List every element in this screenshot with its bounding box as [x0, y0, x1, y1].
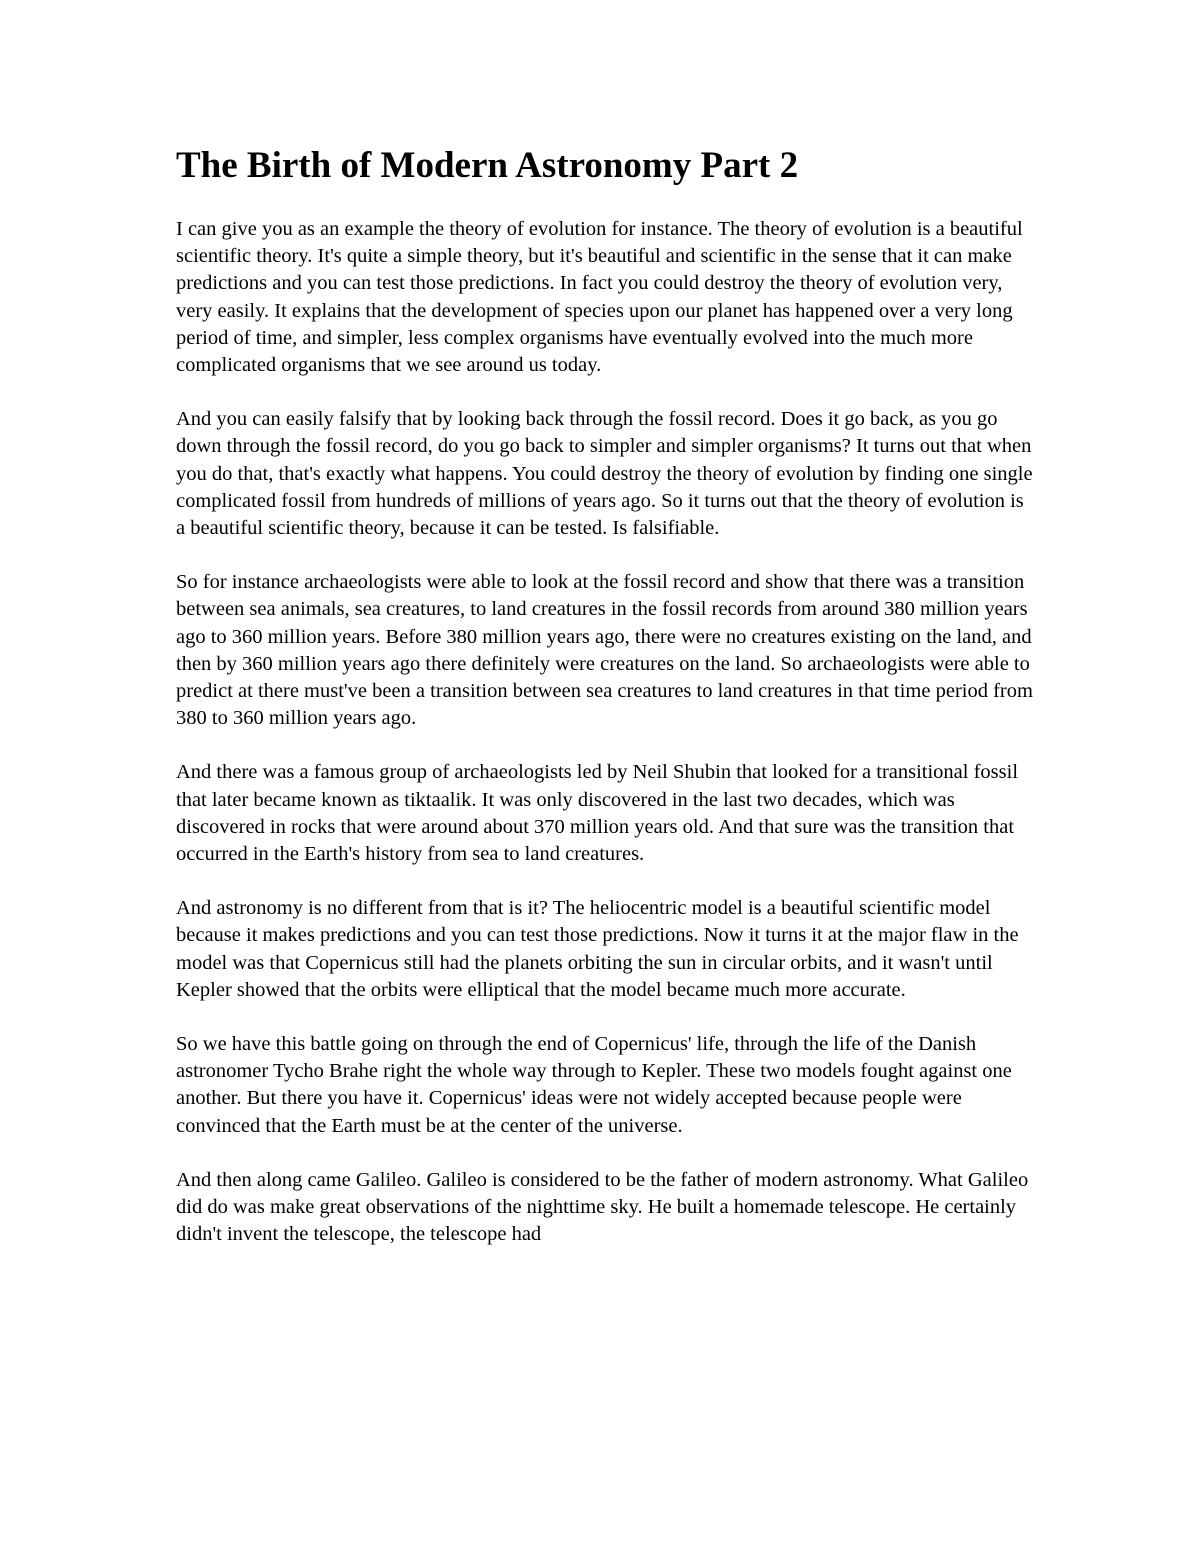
paragraph-7: And then along came Galileo. Galileo is considered to be the father of modern astronomy. What Galileo did do was make great observations of the nighttime sky. He built a homemade telescope. He certainly didn't invent the telescope, the telescope had — [176, 1168, 1029, 1246]
paragraph-5: And astronomy is no different from that is it? The heliocentric model is a beautiful scientific model because it makes predictions and you can test those predictions. Now it turns it at the major flaw in the model was that Copernicus still had the planets orbiting the sun in circular orbits, and it wasn't until Kepler showed that the orbits were elliptical that the model became much more accurate. — [176, 897, 1019, 1001]
paragraph-6: So we have this battle going on through the end of Copernicus' life, through the life of the Danish astronomer Tycho Brahe right the whole way through to Kepler. These two models fought against one another. But there you have it. Copernicus' ideas were not widely accepted because people were convinced that the Earth must be at the center of the universe. — [176, 1033, 1012, 1137]
document-content — [176, 142, 1036, 1276]
paragraph-2: And you can easily falsify that by looking back through the fossil record. Does it go back, as you go down through the fossil record, do you go back to simpler and simpler organisms? It turns out that when you do that, that's exactly what happens. You could destroy the theory of evolution by finding one single complicated fossil from hundreds of millions of years ago. So it turns out that the theory of evolution is a beautiful scientific theory, because it can be tested. Is falsifiable. — [176, 408, 1033, 540]
paragraph-3: So for instance archaeologists were able to look at the fossil record and show that there was a transition between sea animals, sea creatures, to land creatures in the fossil records from around 380 million years ago to 360 million years. Before 380 million years ago, there were no creatures existing on the land, and then by 360 million years ago there definitely were creatures on the land. So archaeologists were able to predict at there must've been a transition between sea creatures to land creatures in that time period from 380 to 360 million years ago. — [176, 571, 1033, 730]
paragraph-1: I can give you as an example the theory of evolution for instance. The theory of evolution is a beautiful scientific theory. It's quite a simple theory, but it's beautiful and scientific in the sense that it can make predictions and you can test those predictions. In fact you could destroy the theory of evolution very, very easily. It explains that the development of species upon our planet has happened over a very long period of time, and simpler, less complex organisms have eventually evolved into the much more complicated organisms that we see around us today. — [176, 218, 1023, 377]
document-title: The Birth of Modern Astronomy Part 2 — [176, 145, 799, 186]
paragraph-4: And there was a famous group of archaeologists led by Neil Shubin that looked for a transitional fossil that later became known as tiktaalik. It was only discovered in the last two decades, which was discovered in rocks that were around about 370 million years old. And that sure was the transition that occurred in the Earth's history from sea to land creatures. — [176, 761, 1019, 866]
